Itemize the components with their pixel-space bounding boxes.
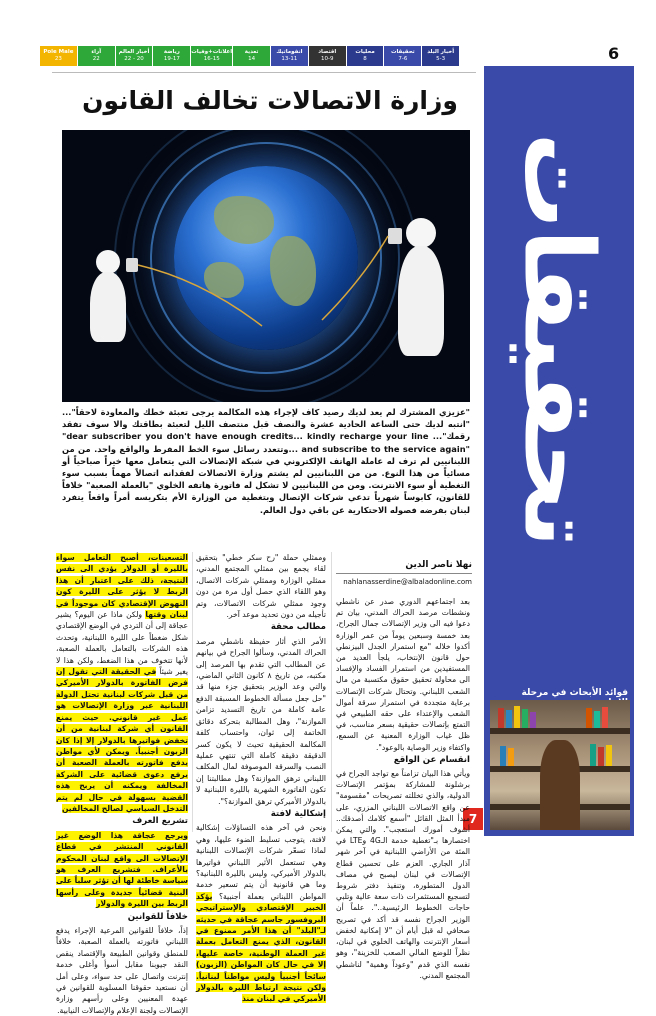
book xyxy=(530,712,536,728)
nav-item-label: اقتصاد xyxy=(318,49,337,55)
column-paragraph: الأمر الذي أثار حفيظة ناشطي مرصد الحراك المدني، وسألوا الجراح في بيانهم عن المطالب التي تقدم بها المرصد إلى مكتبه، من تاريخ ٨ كانون الثاني الماضي، والتي وعد الوزير بتحقيق جزء منها قد "حل جعل مسألة الخطوط المسبقة الدفع عامة كاملة من تاريخ التسديد تزامن الموازنة"، وهل المطالبة بتحركة دقائق الخاتمة إلى ثوان، واحتساب كلفة المكالمة الحقيقية تحيث لا يكون كسر الدقيقة دقيقة كاملة التي تنتهي عملية النصب والسرقة الموصوفة لمال المكلف اللبناني ترهق الموازنة؟ وهل مطالبتنا إن تكون الفاتورة الشهرية بالليرة اللبنانية لا بالدولار الأميركي ترهق الموازنة؟". xyxy=(196,636,326,806)
nav-item-label: محليات xyxy=(355,49,375,55)
nav-item-pages: 22 xyxy=(92,56,100,62)
intro-quote-ar: "عزيزي المشترك لم يعد لديك رصيد كاف لإجراء هذه المكالمة يرجى تعبئة خطك والمعاودة لاحقاً"... "انتبه لديك حتى الساعة الحادية عشرة والنصف قبل منتصف الليل لتعبئة بطاقتك والا سوف تفقد رقمك"... xyxy=(62,407,471,442)
book xyxy=(586,708,592,728)
corner-page-number: 7 xyxy=(463,808,483,830)
book xyxy=(590,744,596,766)
column-paragraph: ونحن في آخر هذه التساؤلات إشكالية لافتة، يتوجب تسليط الضوء عليها، وهي لماذا تسعّر شركات الإتصالات اللبنانية وهي تستعمل الأثير اللبناني فواتيرها بالدولار الأميركي، وليس بالليرة اللبنانية؟ وما هي قانونية أن يتم تسعير خدمة المواطن اللبناني بعملة أجنبية؟ xyxy=(196,823,326,901)
nav-item[interactable] xyxy=(309,46,347,66)
subheading: مطالب محقة xyxy=(270,622,326,633)
nav-item-label: Pole Male xyxy=(43,49,74,55)
nav-item[interactable] xyxy=(40,46,78,66)
column-left xyxy=(56,552,188,1016)
page-number: 6 xyxy=(608,44,620,63)
intro-paragraph xyxy=(62,406,470,516)
intro-body: ...وتتعدد رسائل سوء الخط المفرط والواقع واحد. من من اللبنانيين لم ترف له عاملة الهاتف الإلكتروني في شبكة الإتصالات التي يتعامل معها خيراً صباحياً أو مسائياً من هذا النوع. من من اللبنانيين لم يشتم وزارة الاتصالات لفقدانه اتصالاً مهماً بسبب سوء التغطية أو سوء الانترنت. ومن من اللبنانيين لا تشكل له فاتورة هاتفه الخلوي "بالعملة الصعبة" خلافاً للقانون، كابوساً شهرياً تدعي شركات الإتصال وبتغطية من الوزارة الأم بتكريسه أمراً واقعاً يتفرد لبنان بفرضه فصوله الاحتكارية عن باقي دول العالم. xyxy=(62,443,470,515)
column-right xyxy=(336,596,470,981)
nav-item[interactable] xyxy=(271,46,309,66)
nav-item-label: أخبار العالم xyxy=(118,49,150,55)
column-divider xyxy=(331,552,332,832)
book xyxy=(522,709,528,728)
sidebar-caption: فوائد الأبحاث في مرحلة xyxy=(521,688,628,698)
person-silhouette xyxy=(540,740,580,830)
author-name: نهلا ناصر الدين xyxy=(336,560,472,574)
nav-item[interactable] xyxy=(347,46,385,66)
highlighted-text: التسعينات، أصبح التعامل سواء بالليرة أو الدولار يؤدي الى نفس النتيجة، ذلك على اعتبار أن هذا الربط لا يؤثر على الليرة كون النهوض الإقتصادي كان موجوداً في لبنان وقتها xyxy=(56,553,188,620)
string-line xyxy=(62,130,470,402)
nav-item-label: آراء xyxy=(91,49,102,55)
nav-item[interactable] xyxy=(116,46,154,66)
nav-item[interactable] xyxy=(233,46,271,66)
nav-item-pages: 14 xyxy=(248,56,256,62)
column-middle xyxy=(196,552,326,1005)
nav-item[interactable] xyxy=(422,46,460,66)
nav-item-pages: 7-6 xyxy=(398,56,408,62)
headline: وزارة الاتصالات تخالف القانون xyxy=(82,86,458,115)
nav-item[interactable] xyxy=(153,46,191,66)
nav-item-label: رياضة xyxy=(163,49,180,55)
header-rule xyxy=(52,72,476,73)
column-paragraph: ولكن ماذا عن اليوم؟ يشير عجاقة إلى أن التردي في الوضع الإقتصادي شكل ضغطاً على الليرة اللبنانية، وتحدث هذه الشركات بالتعامل بالعملة الصعبة، لأنها تتخوف من هذا الضغط، ولكن هذا لا يغير شيئاً xyxy=(56,610,188,677)
book xyxy=(500,746,506,766)
column-paragraph: وممثلي حملة "رح سكر خطي" بتحقيق لقاء يجمع بين ممثلي المجتمع المدني، ممثلي الوزارة وممثلي شركات الاتصال، وهو اللقاء الذي حصل أول مرة من دون وجود ممثلي شركات الاتصالات، وتم تأجيله من دون تحديد موعد آخر. xyxy=(196,553,326,620)
book xyxy=(602,707,608,728)
nav-item-label: اعلانات+وفيات xyxy=(191,49,233,55)
column-paragraph: بعد اجتماعهم الدوري صدر عن ناشطي ونشطات مرصد الحراك المدني، بيان تم دعوا فيه الى وزير الإتصالات جمال الجراح، بعد خمسة وسبعين يوماً من عمر الوزارة أكدوا خلاله "مع استمرار الجدل البيزنطي حول قانون الإنتخاب، يلجأ العديد من المستفيدين من استمرار الفساد والإفساد الى محاولة تحقيق حقوق مكتسبة من مال الشعب اللبناني. وتحتال شركات الإتصالات برعاية متجددة في استمرار سرقة أموال الشعب والإعتداء على حقه الطبيعي في التمتع بإتصالات حقيقية بسعر مناسب، في ظل غياب الوزارة المعنية عن السمع، واكتفاء وزير الوصاية بالوعود". xyxy=(336,597,470,752)
subheading: خلافاً للقوانين xyxy=(127,911,188,922)
intro-quote-en: "dear subscriber you don't have enough credits... kindly recharge your line and subscribe to the service again" xyxy=(62,431,470,454)
nav-item-pages: 13-11 xyxy=(281,56,298,62)
column-paragraph: إذاً، خلافاً للقوانين المرعية الإجراء يدفع اللبناني فاتورته بالعملة الصعبة، خلافاً للمنطق وقوانين الطبيعة والإقتصاد ينقص النقد جيوبنا مقابل أسوأ وأغلى خدمة إنترنت واتصال على حد سواء، وعلى أمل أن نستعيد حقوقنا المسلوبة للقوانين في عهدة المعنيين وعلى رأسهم وزارة الإتصالات ولجنة الإعلام والإتصالات النيابية. xyxy=(56,926,188,1015)
nav-item-pages: 10-9 xyxy=(320,56,334,62)
book xyxy=(508,748,514,766)
column-divider xyxy=(192,552,193,832)
author-email: nahlanasserdine@albaladonline.com xyxy=(343,578,472,586)
book xyxy=(594,711,600,728)
nav-item-pages: 8 xyxy=(363,56,367,62)
section-title xyxy=(484,70,634,610)
nav-item-pages: 16-15 xyxy=(203,56,220,62)
nav-item-label: أخبار البلد xyxy=(427,49,455,55)
library-photo xyxy=(490,700,630,830)
highlighted-text: ويرجع عجاقة هذا الوضع غير القانوني المنتشر في قطاع الإتصالات الى واقع لبنان المحكوم بالأعراف. فتشريع العرف هو سياسة خاطئة لها أن تؤثر سلباً على البنية قضائياً جديدة وعلى رأسها الربط بين الليرة والدولار xyxy=(55,830,188,909)
nav-item-pages: 23 xyxy=(54,56,62,62)
book xyxy=(506,710,512,728)
nav-item-pages: 5-3 xyxy=(436,56,446,62)
nav-item-label: تعدية xyxy=(244,49,259,55)
highlighted-text: يؤكد الخبير الإقتصادي والإستراتيجي البروفسور جاسم عجاقة في حديثه لـ"البلد" أن هذا الأمر ممنوع في القانون، الذي يمنع التعامل بعملة غير العملة الوطنية، خاصة عليها، إلا في حال كان المواطن (الزبون) سائحاً أجنبياً وليس مواطناً لبنانياً. ولكن نتيجة ارتباط الليرة بالدولار الأميركي في لبنان منذ xyxy=(196,891,326,1004)
nav-item-label: انفوماتيك xyxy=(276,49,303,55)
subheading: إشكالية لافتة xyxy=(270,808,326,819)
highlighted-text: في الحقيقة التي تقول إن فرض الفاتورة بالدولار الأميركي من قبل شركات لبنانية تحتل الدولة اللبنانية عبر وزارة الإتصالات هو عمل غير قانوني. حيث يمنع القانون أي شركة لبنانية من أن تخفض فواتيرها بالدولار إلا إذا كان الزبون أجنبياً. ويمكن لأي مواطن يدفع فاتورته بالعملة الصعبة أن يرفع دعوى قضائية على الشركة المخالفة ويمكنه أن يربح هذه القضية بسهولة في حال لم يتم التدخل السياسي لصالح المخالفين xyxy=(56,667,188,813)
section-title-text: تحقيقات xyxy=(503,132,615,548)
section-nav xyxy=(40,46,460,66)
column-paragraph: ويأتي هذا البيان تزامناً مع تواجد الجراح في برشلونة للمشاركة بمؤتمر الإتصالات الدولية، والذي تخللته تصريحات "مقسومة" عن واقع الاتصالات اللبناني المزري، على مبدأ المثل القائل "أسمع كلامك أصدقك.. أشوف أمورك استعجب". والتي يمكن اختصارها بـ"تغطية خدمة الـ4G وLTE في المئة من الأراضي اللبنانية في آخر شهر آذار الجاري. العزم على تحسين قطاع الإتصالات في لبنان ليصبح في مصاف الدول المتطورة، وتنفيذ دفتر شروط لتسجيع المستثمرات ذات سعة عالية وتلبي حاجات الخطوط الرئيسية..". علماً أن الوزير الجراح نفسه قد أكد في تصريح صحافي له قبل أيام أن "لا إمكانية لخفض أسعار الإنترنت والهاتف الخلوي في لبنان، نظراً للوضع المالي الصعب للخزينة"، وهو نفسه الذي قدم "وعوداً وهمية" لناشطي المجتمع المدني. xyxy=(336,769,471,980)
nav-item-pages: 19-17 xyxy=(163,56,180,62)
hero-illustration xyxy=(62,130,470,402)
book xyxy=(606,745,612,766)
nav-item[interactable] xyxy=(191,46,233,66)
author-box xyxy=(336,560,472,594)
subheading: تشريع العرف xyxy=(132,816,188,827)
nav-item-pages: 22 - 20 xyxy=(124,56,144,62)
book xyxy=(514,706,520,728)
book xyxy=(498,708,504,728)
nav-item[interactable] xyxy=(384,46,422,66)
shelf xyxy=(490,728,630,734)
nav-item-label: تحقيقات xyxy=(390,49,415,55)
book xyxy=(598,747,604,766)
subheading: انقسام عن الواقع xyxy=(393,754,470,765)
nav-item[interactable] xyxy=(78,46,116,66)
